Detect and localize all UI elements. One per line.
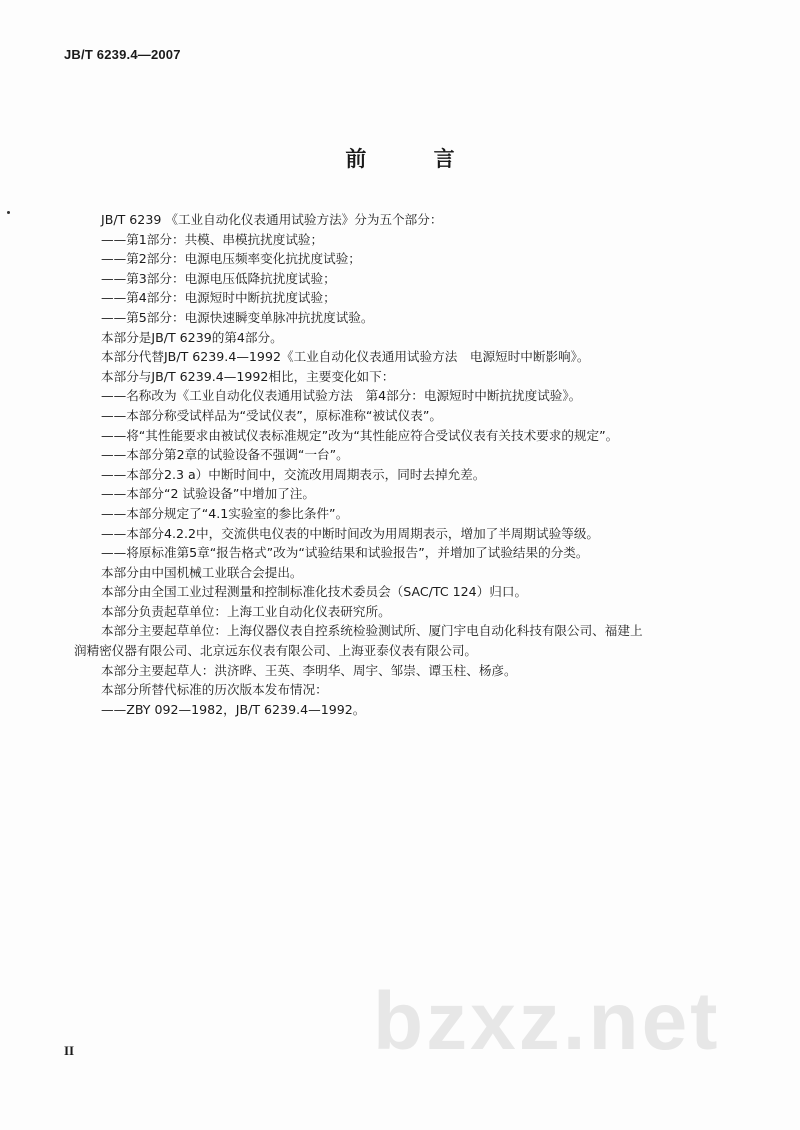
paragraph-line: ——ZBY 092—1982，JB/T 6239.4—1992。	[101, 701, 366, 717]
paragraph-line: ——第5部分：电源快速瞬变单脉冲抗扰度试验。	[101, 309, 374, 325]
paragraph-line: 本部分负责起草单位：上海工业自动化仪表研究所。	[101, 603, 391, 619]
paragraph-line: 本部分主要起草单位：上海仪器仪表自控系统检验测试所、厦门宇电自动化科技有限公司、福建上	[101, 623, 643, 639]
paragraph-line: 本部分主要起草人：洪济晔、王英、李明华、周宇、邹崇、谭玉柱、杨彦。	[101, 662, 517, 678]
scan-speck	[7, 211, 10, 214]
paragraph-line: ——本部分“2 试验设备”中增加了注。	[101, 486, 315, 502]
paragraph-line: ——本部分2.3 a）中断时间中，交流改用周期表示，同时去掉允差。	[101, 466, 486, 482]
paragraph-line: ——本部分4.2.2中，交流供电仪表的中断时间改为用周期表示，增加了半周期试验等级。	[101, 525, 600, 541]
paragraph-line: 润精密仪器有限公司、北京远东仪表有限公司、上海亚泰仪表有限公司。	[74, 643, 477, 659]
watermark: bzxz.net	[373, 976, 721, 1067]
preface-body	[74, 210, 774, 719]
paragraph-line: ——第3部分：电源电压低降抗扰度试验；	[101, 270, 336, 286]
paragraph-line: ——本部分规定了“4.1实验室的参比条件”。	[101, 505, 349, 521]
page-title: 前 言	[345, 147, 485, 171]
paragraph-line: ——本部分第2章的试验设备不强调“一台”。	[101, 447, 349, 463]
paragraph-line: ——将“其性能要求由被试仪表标准规定”改为“其性能应符合受试仪表有关技术要求的规定”。	[101, 427, 619, 443]
paragraph-line: 本部分由全国工业过程测量和控制标准化技术委员会（SAC/TC 124）归口。	[101, 584, 528, 600]
paragraph-line: 本部分代替JB/T 6239.4—1992《工业自动化仪表通用试验方法 电源短时中断影响》。	[101, 349, 590, 365]
paragraph-line: JB/T 6239 《工业自动化仪表通用试验方法》分为五个部分：	[101, 212, 443, 227]
paragraph-line: ——第1部分：共模、串模抗扰度试验；	[101, 231, 324, 247]
page-number: II	[64, 1043, 75, 1058]
paragraph-line: 本部分是JB/T 6239的第4部分。	[101, 329, 283, 345]
paragraph-line: ——本部分称受试样品为“受试仪表”，原标准称“被试仪表”。	[101, 407, 442, 423]
paragraph-line: ——第2部分：电源电压频率变化抗扰度试验；	[101, 251, 361, 267]
paragraph-line: 本部分与JB/T 6239.4—1992相比，主要变化如下：	[101, 368, 395, 384]
paragraph-line: ——第4部分：电源短时中断抗扰度试验；	[101, 290, 336, 306]
paragraph-line: ——名称改为《工业自动化仪表通用试验方法 第4部分：电源短时中断抗扰度试验》。	[101, 388, 582, 404]
standard-code: JB/T 6239.4—2007	[64, 47, 181, 62]
paragraph-line: 本部分由中国机械工业联合会提出。	[101, 564, 303, 580]
paragraph-line: 本部分所替代标准的历次版本发布情况：	[101, 682, 328, 698]
paragraph-line: ——将原标准第5章“报告格式”改为“试验结果和试验报告”，并增加了试验结果的分类。	[101, 545, 589, 561]
